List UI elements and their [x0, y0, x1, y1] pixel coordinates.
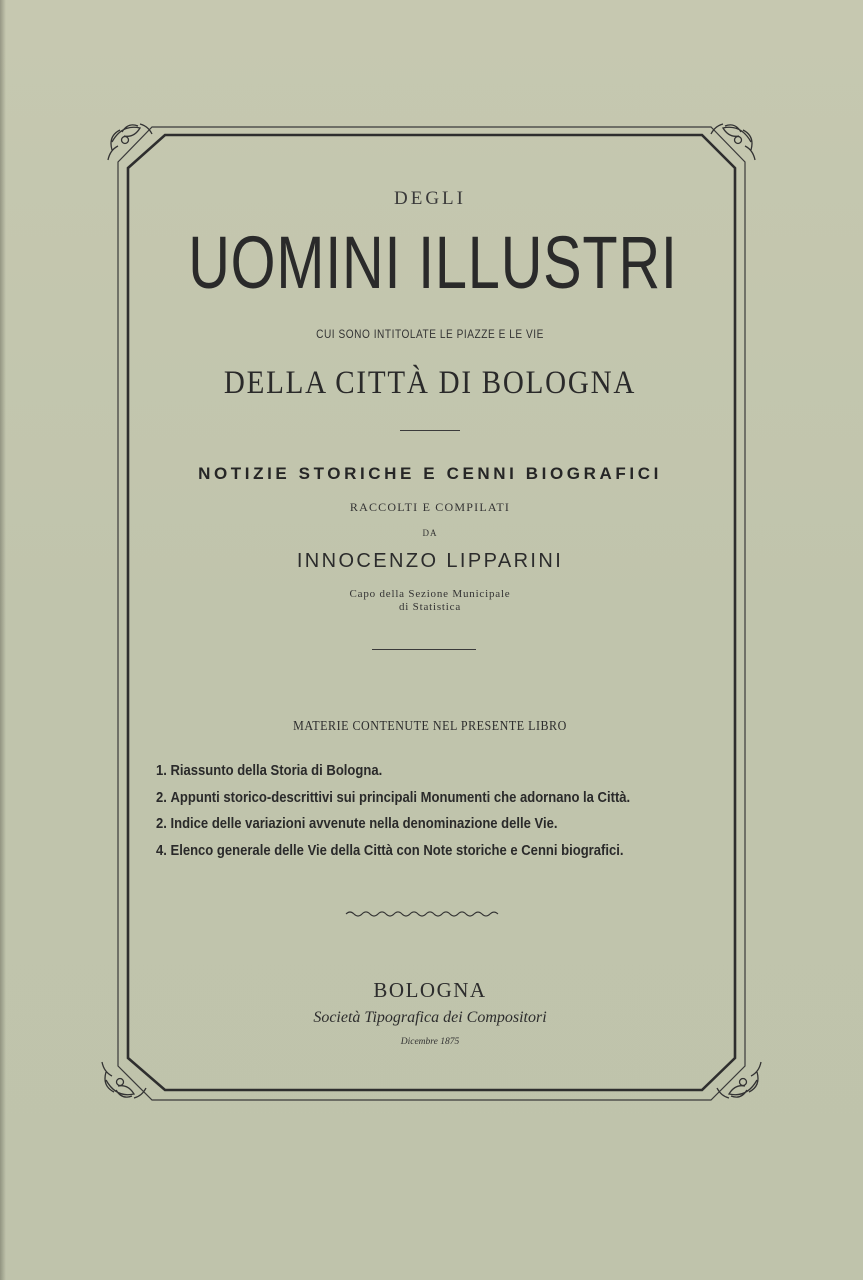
- title-page-content: [120, 140, 740, 1080]
- imprint-date: Dicembre 1875: [400, 1037, 460, 1047]
- by-line: DA: [422, 528, 438, 538]
- list-item: [156, 785, 678, 812]
- title-prefix: DEGLI: [394, 188, 466, 209]
- list-item-text: Indice delle variazioni avvenute nella denominazione delle Vie.: [170, 816, 558, 832]
- contents-list: [156, 758, 736, 864]
- list-item-number: 2.: [156, 789, 167, 806]
- list-item-text: Riassunto della Storia di Bologna.: [170, 763, 383, 779]
- list-item-text: Appunti storico-descrittivi sui principali Monumenti che adornano la Città.: [170, 789, 631, 806]
- list-item: [156, 758, 678, 785]
- title-subline: CUI SONO INTITOLATE LE PIAZZE E LE VIE: [316, 329, 544, 341]
- list-item-number: 2.: [156, 816, 167, 832]
- contents-heading: MATERIE CONTENUTE NEL PRESENTE LIBRO: [293, 719, 567, 734]
- author-title-line-2: di Statistica: [398, 601, 462, 613]
- wavy-rule-icon: [344, 908, 504, 920]
- divider-rule: [400, 430, 460, 431]
- subtitle: NOTIZIE STORICHE E CENNI BIOGRAFICI: [198, 464, 662, 483]
- list-item: [156, 838, 678, 865]
- imprint-publisher: Società Tipografica dei Compositori: [313, 1009, 547, 1026]
- imprint-place: BOLOGNA: [373, 978, 487, 1002]
- city-title: DELLA CITTÀ DI BOLOGNA: [223, 365, 637, 401]
- main-title: UOMINI ILLUSTRI: [188, 221, 678, 304]
- list-item: [156, 811, 678, 838]
- compiled-line: RACCOLTI E COMPILATI: [349, 500, 511, 514]
- author-name: INNOCENZO LIPPARINI: [296, 550, 564, 572]
- divider-rule: [372, 649, 476, 650]
- author-title: [120, 588, 740, 614]
- list-item-number: 1.: [156, 763, 167, 779]
- author-title-line-1: Capo della Sezione Municipale: [349, 588, 511, 600]
- list-item-number: 4.: [156, 842, 167, 859]
- list-item-text: Elenco generale delle Vie della Città con Note storiche e Cenni biografici.: [170, 842, 624, 859]
